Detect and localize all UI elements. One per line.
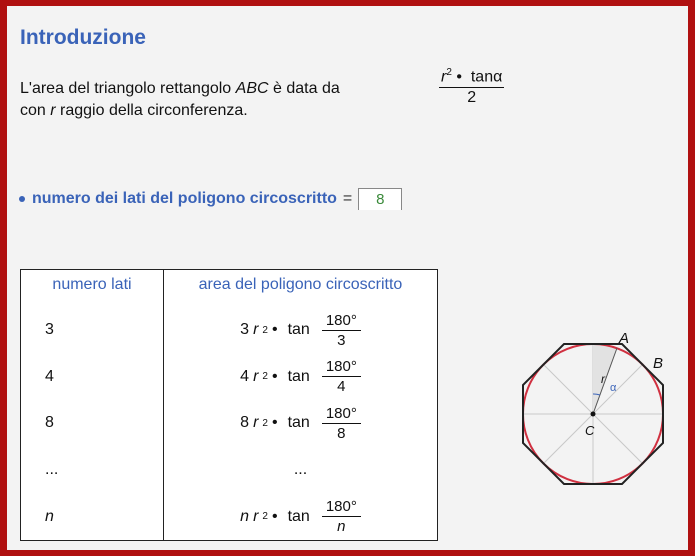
table-row: [21, 493, 438, 540]
radius-symbol: r: [50, 102, 56, 119]
formula-tan: tanα: [470, 68, 503, 86]
area-cell: [164, 493, 438, 540]
intro-text-part: con: [20, 102, 51, 119]
intro-text-part: L'area del triangolo rettangolo: [20, 80, 236, 97]
formula-denominator: 2: [467, 89, 477, 107]
area-cell: [164, 400, 438, 447]
exponent: 2: [262, 417, 268, 429]
dot: •: [271, 367, 278, 385]
sides-question: [19, 188, 402, 210]
sides-label: numero dei lati del poligono circoscritto: [32, 190, 337, 207]
fraction-denominator: n: [337, 518, 346, 536]
intro-line-1: [20, 78, 340, 100]
label-alpha: α: [610, 382, 617, 394]
exponent: 2: [262, 371, 268, 383]
fraction-numerator: 180°: [322, 406, 361, 424]
n-symbol: n: [45, 507, 54, 525]
tan-label: tan: [287, 507, 310, 525]
dot: •: [271, 507, 278, 525]
tan-label: tan: [287, 414, 310, 432]
fraction-numerator: 180°: [322, 499, 361, 517]
dot: •: [271, 321, 278, 339]
coef: 3: [240, 321, 250, 339]
r-symbol: r: [253, 367, 259, 385]
area-cell: ...: [293, 461, 308, 479]
exponent: 2: [262, 324, 268, 336]
triangle-name: ABC: [235, 80, 269, 97]
r-symbol: r: [253, 321, 259, 339]
equals-sign: =: [342, 190, 353, 207]
label-b: B: [653, 355, 664, 372]
label-r: r: [601, 372, 605, 386]
intro-text-part: raggio della circonferenza.: [55, 102, 248, 119]
r-symbol: r: [253, 414, 259, 432]
intro-text-part: è data da: [268, 80, 340, 97]
table-row: [21, 447, 438, 494]
table-row: [21, 307, 438, 354]
table-row: [21, 400, 438, 447]
octagon-diagram: [515, 331, 675, 491]
area-formula: [439, 68, 504, 106]
r-symbol: r: [253, 507, 259, 525]
formula-dot: •: [456, 68, 462, 86]
fraction-numerator: 180°: [322, 313, 361, 331]
sides-input[interactable]: [358, 188, 402, 210]
exponent: 2: [262, 511, 268, 523]
column-header-area: area del poligono circoscritto: [198, 276, 403, 293]
sides-cell: 3: [21, 307, 164, 354]
tan-label: tan: [287, 367, 310, 385]
column-header-sides: numero lati: [21, 270, 164, 308]
table-header-row: [21, 270, 438, 308]
area-table: [20, 269, 438, 541]
tan-label: tan: [287, 321, 310, 339]
formula-numerator: [439, 68, 504, 88]
sides-cell: 4: [21, 354, 164, 401]
formula-r: r: [441, 68, 447, 86]
table-row: [21, 354, 438, 401]
fraction-denominator: 8: [337, 424, 346, 442]
fraction-denominator: 3: [337, 331, 346, 349]
content-panel: [7, 6, 688, 550]
formula-exponent: 2: [446, 67, 452, 78]
coef: 8: [240, 414, 250, 432]
fraction-denominator: 4: [337, 378, 346, 396]
dot: •: [271, 414, 278, 432]
fraction-numerator: 180°: [322, 359, 361, 377]
coef: 4: [240, 367, 250, 385]
intro-text: [20, 78, 340, 122]
label-c: C: [585, 423, 595, 438]
sides-cell: 8: [21, 400, 164, 447]
label-a: A: [619, 331, 630, 347]
sides-cell: [21, 493, 164, 540]
sides-cell: ...: [21, 447, 164, 494]
area-cell: [164, 354, 438, 401]
coef: n: [240, 507, 250, 525]
intro-line-2: [20, 100, 340, 122]
page-title: Introduzione: [20, 26, 146, 49]
center-point: [591, 412, 596, 417]
area-cell: [164, 307, 438, 354]
bullet-icon: [19, 196, 25, 202]
